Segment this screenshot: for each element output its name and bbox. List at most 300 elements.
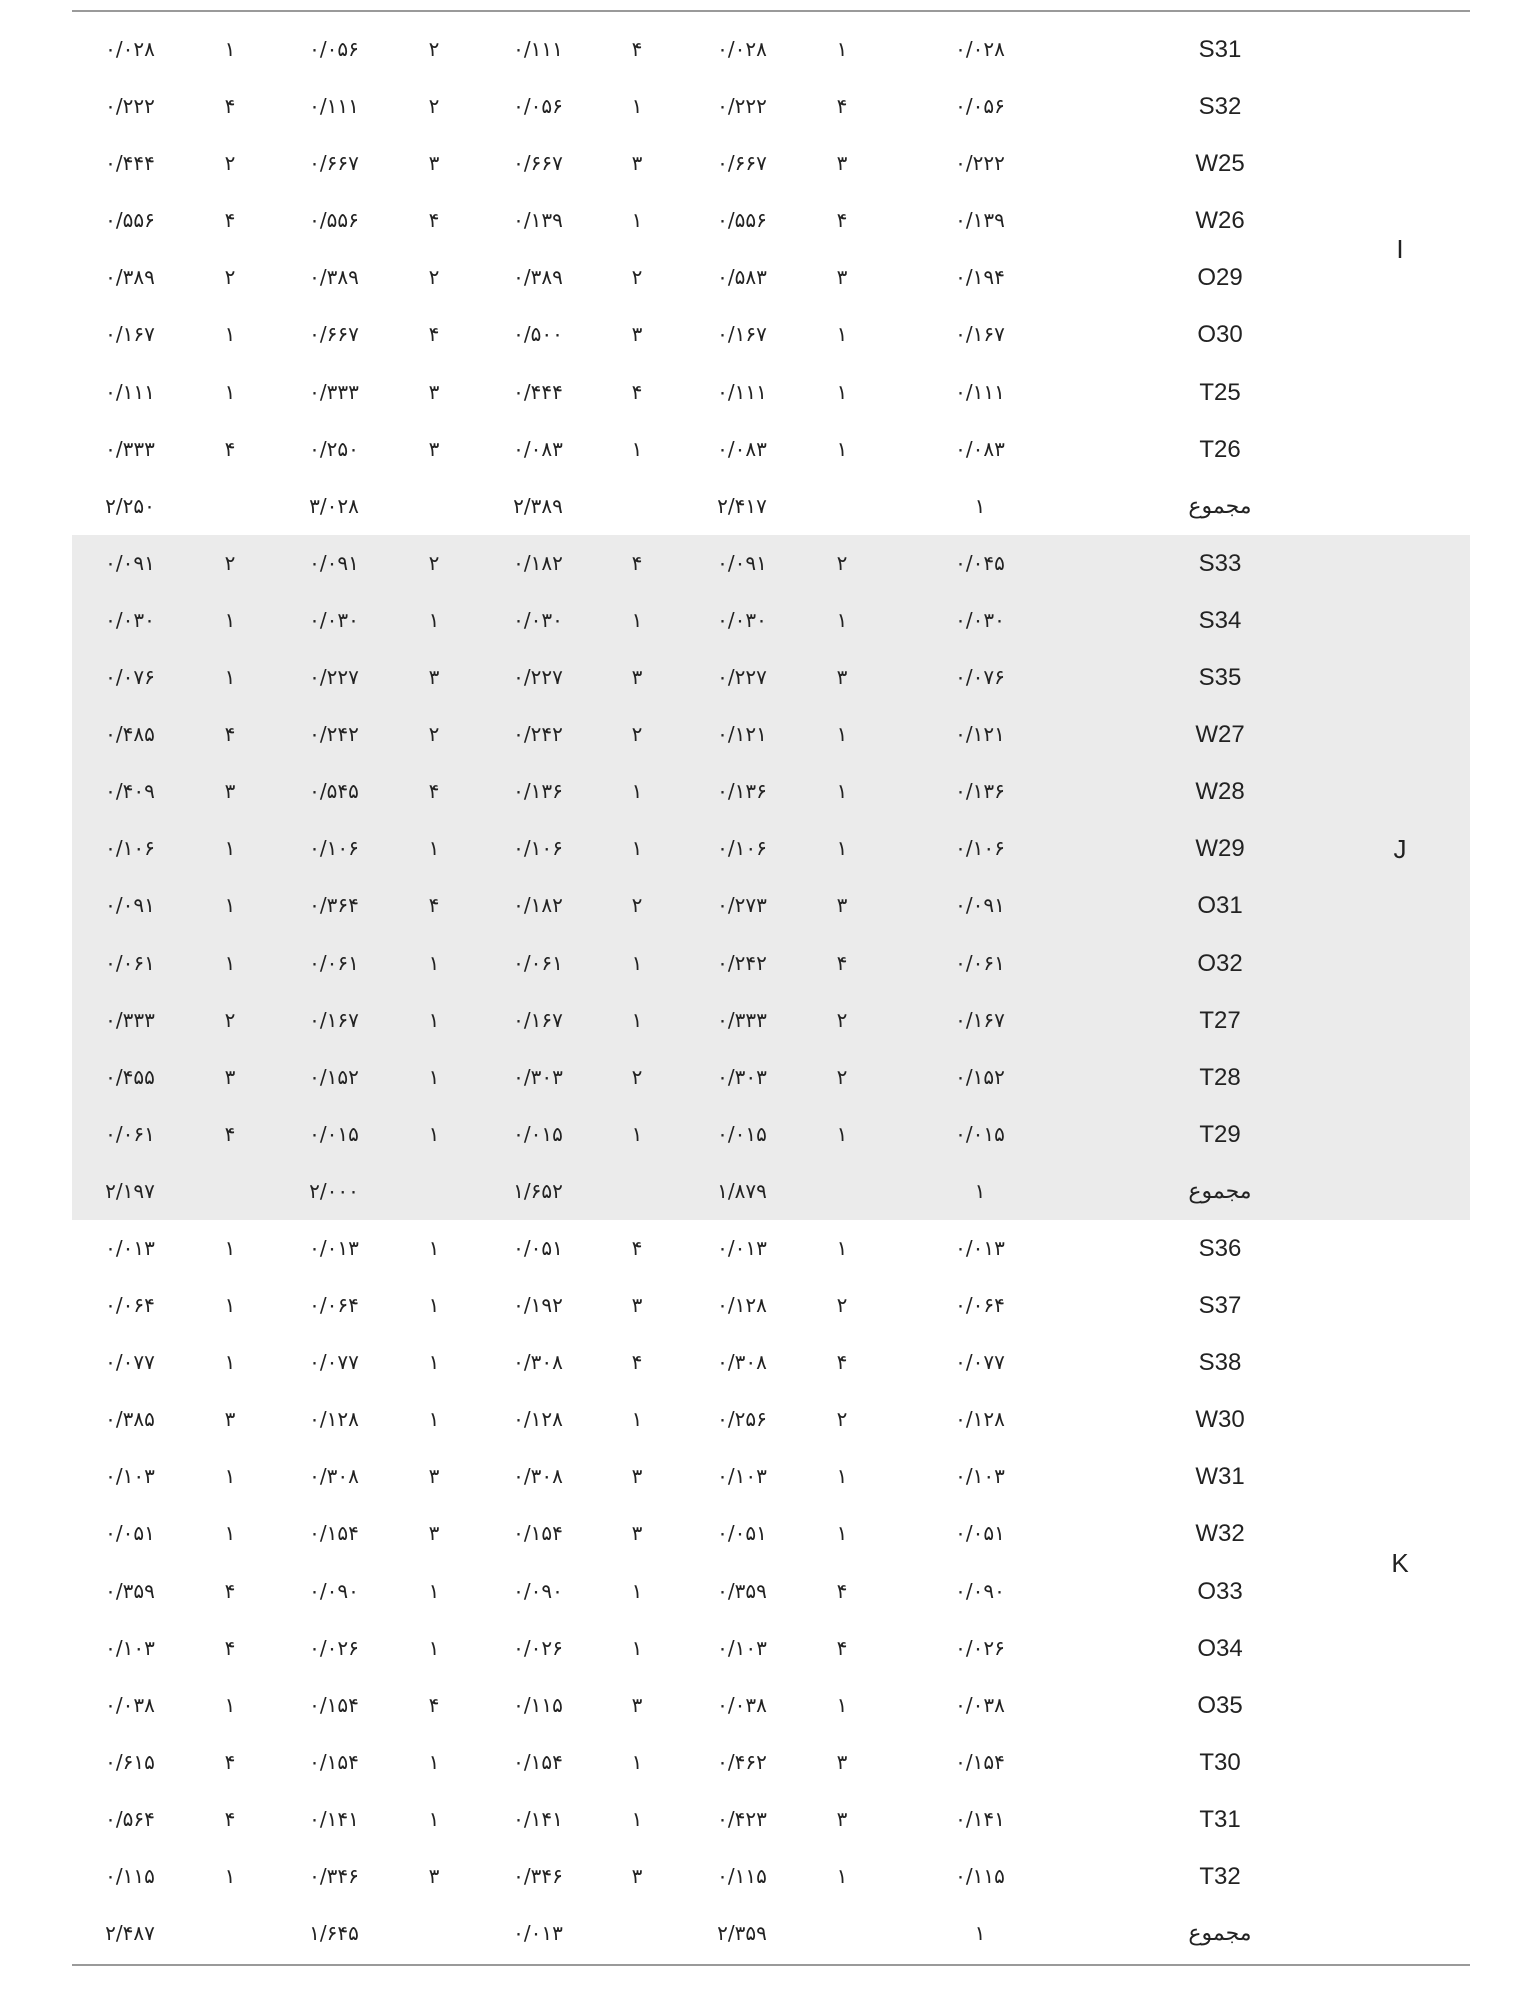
table-cell: ۰/۰۳۰ xyxy=(955,607,1005,632)
table-cell: ۱ xyxy=(428,1749,440,1774)
table-cell: ۰/۰۹۱ xyxy=(105,550,155,575)
table-cell: ۰/۴۴۴ xyxy=(105,151,155,176)
table-cell: ۰/۱۳۶ xyxy=(717,779,767,804)
table-cell: ۴ xyxy=(224,1635,236,1660)
table-cell: ۱ xyxy=(224,607,236,632)
table-cell: ۱ xyxy=(428,1635,440,1660)
table-cell: ۲/۳۸۹ xyxy=(513,493,563,518)
table-cell: ۰/۳۸۵ xyxy=(105,1407,155,1432)
table-cell: ۴ xyxy=(836,1350,848,1375)
table-cell: ۰/۰۵۶ xyxy=(513,94,563,119)
table-cell: ۰/۳۳۳ xyxy=(309,379,359,404)
table-cell: ۲ xyxy=(428,550,440,575)
table-cell: ۰/۶۶۷ xyxy=(513,151,563,176)
table-cell: ۰/۱۰۶ xyxy=(513,836,563,861)
table-cell: ۰/۱۰۳ xyxy=(717,1464,767,1489)
table-cell: ۳ xyxy=(631,1692,643,1717)
table-cell: ۰/۱۲۸ xyxy=(513,1407,563,1432)
table-cell: ۱ xyxy=(428,1064,440,1089)
table-cell: ۰/۰۱۵ xyxy=(513,1121,563,1146)
table-cell: ۰/۲۲۷ xyxy=(513,665,563,690)
table-cell: ۱ xyxy=(428,1806,440,1831)
total-label: مجموع xyxy=(1188,493,1252,519)
table-row xyxy=(72,78,1470,135)
table-row xyxy=(72,649,1470,706)
table-cell: ۳ xyxy=(428,1464,440,1489)
table-cell: ۰/۱۶۷ xyxy=(717,322,767,347)
table-cell: ۰/۰۱۵ xyxy=(717,1121,767,1146)
total-row xyxy=(72,478,1470,535)
table-cell: ۴ xyxy=(836,208,848,233)
table-cell: ۴ xyxy=(224,722,236,747)
table-cell: ۰/۱۳۹ xyxy=(513,208,563,233)
row-code: W28 xyxy=(1195,778,1245,806)
row-code: S35 xyxy=(1198,664,1242,692)
table-cell: ۱ xyxy=(631,1578,643,1603)
table-cell: ۰/۱۶۷ xyxy=(513,1007,563,1032)
table-row xyxy=(72,820,1470,877)
total-label: مجموع xyxy=(1188,1921,1252,1947)
row-code: O35 xyxy=(1197,1691,1243,1719)
table-cell: ۱ xyxy=(428,1350,440,1375)
table-cell: ۰/۱۴۱ xyxy=(513,1806,563,1831)
table-cell: ۰/۱۶۷ xyxy=(309,1007,359,1032)
table-cell: ۰/۰۵۱ xyxy=(513,1235,563,1260)
row-code: T25 xyxy=(1199,378,1241,406)
table-cell: ۰/۰۳۸ xyxy=(105,1692,155,1717)
table-cell: ۰/۳۶۴ xyxy=(309,893,359,918)
table-cell: ۱ xyxy=(836,836,848,861)
row-code: T29 xyxy=(1199,1120,1241,1148)
table-cell: ۲/۲۵۰ xyxy=(105,493,155,518)
table-cell: ۰/۰۱۳ xyxy=(955,1235,1005,1260)
table-cell: ۰/۱۳۹ xyxy=(955,208,1005,233)
table-row xyxy=(72,1677,1470,1734)
table-cell: ۰/۳۸۹ xyxy=(309,265,359,290)
table-cell: ۰/۳۴۶ xyxy=(513,1864,563,1888)
table-cell: ۰/۱۱۱ xyxy=(513,37,563,61)
row-code: O31 xyxy=(1197,892,1243,920)
table-cell: ۱ xyxy=(836,37,848,61)
table-cell: ۰/۱۸۲ xyxy=(513,550,563,575)
table-cell: ۱ xyxy=(224,1864,236,1888)
table-cell: ۰/۱۰۶ xyxy=(955,836,1005,861)
table-cell: ۲ xyxy=(836,550,848,575)
table-cell: ۴ xyxy=(224,436,236,461)
table-cell: ۰/۰۲۶ xyxy=(513,1635,563,1660)
table-cell: ۴ xyxy=(631,1350,643,1375)
table-cell: ۰/۰۱۳ xyxy=(105,1235,155,1260)
table-cell: ۳ xyxy=(631,1464,643,1489)
table-cell: ۱ xyxy=(224,893,236,918)
table-cell: ۰/۰۳۰ xyxy=(105,607,155,632)
table-cell: ۱ xyxy=(836,436,848,461)
table-cell: ۰/۱۹۲ xyxy=(513,1293,563,1318)
table-cell: ۰/۱۰۶ xyxy=(105,836,155,861)
table-cell: ۰/۲۲۲ xyxy=(105,94,155,119)
table-cell: ۱ xyxy=(631,1635,643,1660)
table-cell: ۰/۱۳۶ xyxy=(513,779,563,804)
table-cell: ۱ xyxy=(836,322,848,347)
table-cell: ۲ xyxy=(631,893,643,918)
table-cell: ۱ xyxy=(974,1921,986,1946)
table-cell: ۱ xyxy=(428,1293,440,1318)
table-cell: ۴ xyxy=(428,1692,440,1717)
table-cell: ۲ xyxy=(836,1407,848,1432)
table-cell: ۰/۰۵۱ xyxy=(105,1521,155,1546)
table-cell: ۱ xyxy=(836,379,848,404)
table-cell: ۰/۰۳۰ xyxy=(717,607,767,632)
table-cell: ۰/۰۳۸ xyxy=(955,1692,1005,1717)
table-cell: ۲ xyxy=(224,1007,236,1032)
table-cell: ۱ xyxy=(224,1692,236,1717)
row-code: W29 xyxy=(1195,835,1245,863)
table-cell: ۰/۴۰۹ xyxy=(105,779,155,804)
table-cell: ۰/۳۰۸ xyxy=(309,1464,359,1489)
table-cell: ۱ xyxy=(224,950,236,975)
table-cell: ۱ xyxy=(224,37,236,61)
table-cell: ۰/۳۵۹ xyxy=(717,1578,767,1603)
table-cell: ۰/۶۶۷ xyxy=(717,151,767,176)
table-cell: ۱ xyxy=(836,1235,848,1260)
table-cell: ۰/۵۸۳ xyxy=(717,265,767,290)
table-cell: ۰/۰۹۰ xyxy=(309,1578,359,1603)
table-row xyxy=(72,1791,1470,1848)
group-label: K xyxy=(1391,1547,1409,1578)
table-cell: ۳ xyxy=(836,1749,848,1774)
table-cell: ۳ xyxy=(224,1064,236,1089)
table-cell: ۴ xyxy=(224,208,236,233)
table-cell: ۰/۰۱۳ xyxy=(513,1921,563,1946)
table-cell: ۴ xyxy=(428,322,440,347)
table-cell: ۱ xyxy=(428,950,440,975)
table-cell: ۰/۱۲۸ xyxy=(955,1407,1005,1432)
table-cell: ۰/۳۰۸ xyxy=(513,1350,563,1375)
table-cell: ۰/۱۱۱ xyxy=(105,379,155,404)
row-code: S32 xyxy=(1198,93,1242,121)
table-cell: ۰/۵۵۶ xyxy=(105,208,155,233)
row-code: T26 xyxy=(1199,435,1241,463)
table-cell: ۰/۰۱۵ xyxy=(309,1121,359,1146)
table-row xyxy=(72,249,1470,306)
table-cell: ۱ xyxy=(631,950,643,975)
table-cell: ۱ xyxy=(974,1178,986,1203)
table-cell: ۰/۱۰۳ xyxy=(955,1464,1005,1489)
table-cell: ۲ xyxy=(631,265,643,290)
table-cell: ۰/۱۰۳ xyxy=(105,1464,155,1489)
table-cell: ۱ xyxy=(428,836,440,861)
table-row xyxy=(72,421,1470,478)
table-cell: ۰/۱۵۴ xyxy=(513,1749,563,1774)
table-cell: ۳ xyxy=(631,1293,643,1318)
table-bottom-rule xyxy=(72,1964,1470,1966)
table-cell: ۰/۰۴۵ xyxy=(955,550,1005,575)
table-cell: ۰/۳۳۳ xyxy=(717,1007,767,1032)
table-cell: ۰/۱۴۱ xyxy=(309,1806,359,1831)
table-cell: ۱ xyxy=(631,1749,643,1774)
table-cell: ۰/۰۱۳ xyxy=(309,1235,359,1260)
table-cell: ۱ xyxy=(631,607,643,632)
table-cell: ۰/۱۲۸ xyxy=(309,1407,359,1432)
table-cell: ۳ xyxy=(836,893,848,918)
table-cell: ۳ xyxy=(836,151,848,176)
table-cell: ۳ xyxy=(836,665,848,690)
table-cell: ۱ xyxy=(428,607,440,632)
table-cell: ۰/۱۶۷ xyxy=(105,322,155,347)
row-group xyxy=(72,21,1470,535)
table-cell: ۰/۱۵۴ xyxy=(309,1749,359,1774)
table-cell: ۱ xyxy=(631,1007,643,1032)
table-cell: ۰/۰۵۱ xyxy=(955,1521,1005,1546)
row-code: O34 xyxy=(1197,1634,1243,1662)
table-row xyxy=(72,935,1470,992)
table-cell: ۱ xyxy=(836,1864,848,1888)
table-cell: ۰/۳۳۳ xyxy=(105,436,155,461)
row-code: O29 xyxy=(1197,264,1243,292)
table-cell: ۰/۰۹۰ xyxy=(955,1578,1005,1603)
table-cell: ۰/۱۱۱ xyxy=(717,379,767,404)
table-cell: ۳ xyxy=(428,665,440,690)
table-cell: ۰/۰۷۷ xyxy=(105,1350,155,1375)
table-cell: ۲ xyxy=(428,94,440,119)
table-cell: ۰/۰۸۳ xyxy=(513,436,563,461)
table-cell: ۲ xyxy=(631,1064,643,1089)
table-cell: ۲ xyxy=(428,265,440,290)
table-cell: ۰/۰۸۳ xyxy=(717,436,767,461)
table-cell: ۳ xyxy=(631,665,643,690)
table-row xyxy=(72,1049,1470,1106)
table-cell: ۰/۰۹۱ xyxy=(309,550,359,575)
table-cell: ۱ xyxy=(836,779,848,804)
table-row xyxy=(72,1620,1470,1677)
table-cell: ۱ xyxy=(428,1121,440,1146)
table-cell: ۲ xyxy=(224,550,236,575)
table-cell: ۱ xyxy=(836,1464,848,1489)
table-cell: ۰/۰۷۷ xyxy=(309,1350,359,1375)
table-cell: ۳ xyxy=(631,322,643,347)
table-cell: ۳ xyxy=(631,151,643,176)
table-cell: ۴ xyxy=(224,94,236,119)
table-cell: ۰/۳۸۹ xyxy=(513,265,563,290)
table-row xyxy=(72,1334,1470,1391)
table-row xyxy=(72,877,1470,934)
data-table xyxy=(72,10,1470,1966)
table-row xyxy=(72,1448,1470,1505)
table-cell: ۱ xyxy=(224,322,236,347)
table-cell: ۰/۲۲۲ xyxy=(717,94,767,119)
table-cell: ۰/۱۰۶ xyxy=(309,836,359,861)
table-cell: ۰/۲۵۶ xyxy=(717,1407,767,1432)
table-cell: ۰/۰۱۵ xyxy=(955,1121,1005,1146)
table-cell: ۲ xyxy=(224,151,236,176)
table-cell: ۰/۳۰۸ xyxy=(513,1464,563,1489)
group-label: J xyxy=(1393,833,1407,864)
table-row xyxy=(72,1848,1470,1905)
row-code: O33 xyxy=(1197,1577,1243,1605)
table-cell: ۰/۰۳۰ xyxy=(513,607,563,632)
row-code: T30 xyxy=(1199,1748,1241,1776)
table-cell: ۲ xyxy=(224,265,236,290)
table-cell: ۱ xyxy=(224,379,236,404)
table-cell: ۰/۰۵۶ xyxy=(309,37,359,61)
table-cell: ۰/۳۰۸ xyxy=(717,1350,767,1375)
table-cell: ۱/۸۷۹ xyxy=(717,1178,767,1203)
row-code: O32 xyxy=(1197,949,1243,977)
table-cell: ۱/۶۵۲ xyxy=(513,1178,563,1203)
table-cell: ۴ xyxy=(836,1578,848,1603)
table-cell: ۱ xyxy=(224,1235,236,1260)
table-top-rule xyxy=(72,10,1470,12)
table-cell: ۱ xyxy=(631,94,643,119)
table-cell: ۰/۱۵۴ xyxy=(309,1692,359,1717)
table-cell: ۰/۰۶۱ xyxy=(513,950,563,975)
table-cell: ۱ xyxy=(631,836,643,861)
table-cell: ۰/۱۵۲ xyxy=(309,1064,359,1089)
table-cell: ۱/۶۴۵ xyxy=(309,1921,359,1946)
table-cell: ۰/۱۱۵ xyxy=(955,1864,1005,1888)
table-cell: ۱ xyxy=(224,665,236,690)
table-cell: ۴ xyxy=(631,550,643,575)
row-code: S37 xyxy=(1198,1292,1242,1320)
table-cell: ۰/۱۰۶ xyxy=(717,836,767,861)
table-cell: ۰/۰۲۸ xyxy=(105,37,155,61)
table-cell: ۳/۰۲۸ xyxy=(309,493,359,518)
table-cell: ۰/۰۳۸ xyxy=(717,1692,767,1717)
table-cell: ۱ xyxy=(224,1464,236,1489)
row-code: W30 xyxy=(1195,1406,1245,1434)
table-cell: ۰/۱۴۱ xyxy=(955,1806,1005,1831)
row-code: T27 xyxy=(1199,1006,1241,1034)
table-row xyxy=(72,1277,1470,1334)
table-cell: ۰/۱۱۱ xyxy=(955,379,1005,404)
row-code: T28 xyxy=(1199,1063,1241,1091)
row-code: S34 xyxy=(1198,606,1242,634)
table-cell: ۳ xyxy=(224,1407,236,1432)
table-cell: ۰/۳۰۳ xyxy=(513,1064,563,1089)
total-label: مجموع xyxy=(1188,1178,1252,1204)
table-cell: ۱ xyxy=(631,1121,643,1146)
table-cell: ۳ xyxy=(428,379,440,404)
table-cell: ۴ xyxy=(224,1121,236,1146)
table-cell: ۳ xyxy=(631,1521,643,1546)
table-cell: ۰/۰۲۸ xyxy=(717,37,767,61)
row-code: S36 xyxy=(1198,1234,1242,1262)
table-cell: ۰/۴۵۵ xyxy=(105,1064,155,1089)
table-row xyxy=(72,1563,1470,1620)
table-cell: ۰/۲۲۷ xyxy=(717,665,767,690)
table-cell: ۲/۱۹۷ xyxy=(105,1178,155,1203)
table-cell: ۴ xyxy=(428,779,440,804)
table-cell: ۰/۱۱۵ xyxy=(105,1864,155,1888)
table-cell: ۰/۰۵۶ xyxy=(955,94,1005,119)
table-cell: ۱ xyxy=(631,1407,643,1432)
table-cell: ۰/۱۶۷ xyxy=(955,322,1005,347)
total-row xyxy=(72,1163,1470,1220)
table-cell: ۳ xyxy=(428,151,440,176)
table-cell: ۱ xyxy=(428,1007,440,1032)
table-cell: ۰/۲۲۲ xyxy=(955,151,1005,176)
table-cell: ۴ xyxy=(836,94,848,119)
table-cell: ۰/۳۵۹ xyxy=(105,1578,155,1603)
table-cell: ۰/۵۶۴ xyxy=(105,1806,155,1831)
table-row xyxy=(72,592,1470,649)
table-cell: ۲ xyxy=(836,1064,848,1089)
table-cell: ۰/۶۱۵ xyxy=(105,1749,155,1774)
table-cell: ۱ xyxy=(974,493,986,518)
table-body xyxy=(72,21,1470,1962)
table-cell: ۳ xyxy=(836,1806,848,1831)
table-cell: ۳ xyxy=(836,265,848,290)
table-cell: ۰/۵۰۰ xyxy=(513,322,563,347)
table-cell: ۱ xyxy=(836,607,848,632)
table-cell: ۰/۱۲۸ xyxy=(717,1293,767,1318)
table-cell: ۰/۲۴۲ xyxy=(717,950,767,975)
table-cell: ۰/۰۶۴ xyxy=(955,1293,1005,1318)
table-cell: ۲ xyxy=(836,1293,848,1318)
row-code: O30 xyxy=(1197,321,1243,349)
table-cell: ۰/۰۲۶ xyxy=(955,1635,1005,1660)
table-row xyxy=(72,306,1470,363)
total-row xyxy=(72,1905,1470,1962)
table-cell: ۱ xyxy=(631,208,643,233)
table-cell: ۰/۰۹۱ xyxy=(717,550,767,575)
table-row xyxy=(72,706,1470,763)
table-cell: ۰/۴۶۲ xyxy=(717,1749,767,1774)
table-cell: ۳ xyxy=(631,1864,643,1888)
table-cell: ۰/۶۶۷ xyxy=(309,151,359,176)
row-group xyxy=(72,535,1470,1220)
table-cell: ۰/۱۵۴ xyxy=(513,1521,563,1546)
table-cell: ۱ xyxy=(836,1692,848,1717)
table-cell: ۱ xyxy=(631,436,643,461)
table-cell: ۰/۵۵۶ xyxy=(717,208,767,233)
table-cell: ۰/۱۸۲ xyxy=(513,893,563,918)
table-cell: ۰/۰۶۱ xyxy=(955,950,1005,975)
table-cell: ۴ xyxy=(428,208,440,233)
table-cell: ۰/۰۸۳ xyxy=(955,436,1005,461)
table-cell: ۰/۵۵۶ xyxy=(309,208,359,233)
table-cell: ۰/۰۹۱ xyxy=(105,893,155,918)
table-cell: ۲/۴۱۷ xyxy=(717,493,767,518)
table-cell: ۰/۰۲۸ xyxy=(955,37,1005,61)
table-cell: ۰/۰۳۰ xyxy=(309,607,359,632)
table-cell: ۰/۰۶۴ xyxy=(309,1293,359,1318)
row-code: W31 xyxy=(1195,1463,1245,1491)
row-code: W25 xyxy=(1195,150,1245,178)
table-row xyxy=(72,1106,1470,1163)
table-cell: ۲ xyxy=(631,722,643,747)
table-cell: ۰/۲۴۲ xyxy=(513,722,563,747)
table-cell: ۰/۰۹۰ xyxy=(513,1578,563,1603)
table-cell: ۰/۲۴۲ xyxy=(309,722,359,747)
table-cell: ۴ xyxy=(836,950,848,975)
table-row xyxy=(72,1220,1470,1277)
table-cell: ۰/۰۱۳ xyxy=(717,1235,767,1260)
table-cell: ۰/۴۲۳ xyxy=(717,1806,767,1831)
table-cell: ۲ xyxy=(428,37,440,61)
row-code: S33 xyxy=(1198,549,1242,577)
table-cell: ۲/۴۸۷ xyxy=(105,1921,155,1946)
table-cell: ۱ xyxy=(428,1407,440,1432)
table-cell: ۰/۳۸۹ xyxy=(105,265,155,290)
table-cell: ۲ xyxy=(836,1007,848,1032)
table-cell: ۱ xyxy=(836,1521,848,1546)
row-code: T31 xyxy=(1199,1805,1241,1833)
table-cell: ۴ xyxy=(836,1635,848,1660)
table-cell: ۱ xyxy=(224,836,236,861)
row-code: W32 xyxy=(1195,1520,1245,1548)
table-row xyxy=(72,21,1470,78)
